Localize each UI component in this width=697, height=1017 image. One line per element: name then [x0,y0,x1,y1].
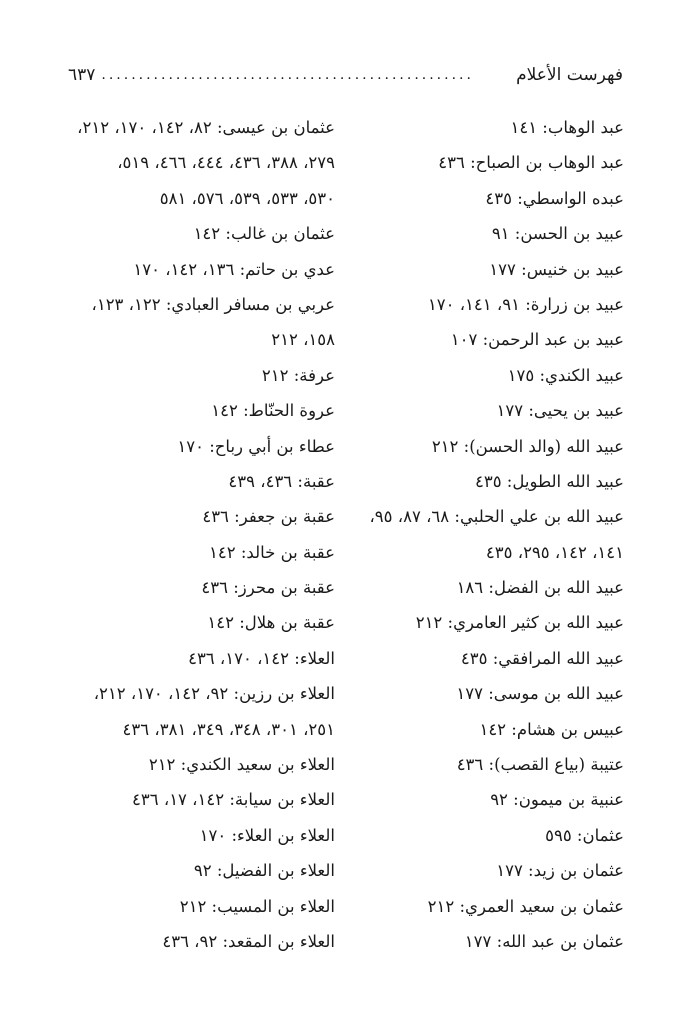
index-entry: عبيد الله الطويل: ٤٣٥ [474,471,624,491]
index-entry: عبد الوهاب بن الصباح: ٤٣٦ [438,153,624,173]
index-entry: العلاء: ١٤٢، ١٧٠، ٤٣٦ [188,648,335,668]
index-entry: ٢٧٩، ٣٨٨، ٤٣٦، ٤٤٤، ٤٦٦، ٥١٩، [117,153,335,173]
index-entry: العلاء بن الفضيل: ٩٢ [193,861,335,881]
index-entry: ١٤١، ١٤٢، ٢٩٥، ٤٣٥ [485,542,624,562]
header-leader-dots: .................................................. [101,67,474,83]
index-entry: عبيد بن يحيى: ١٧٧ [496,401,624,421]
index-entry: عبيد بن خنيس: ١٧٧ [489,259,624,279]
index-entry: عثمان بن زيد: ١٧٧ [496,861,624,881]
index-entry: عقبة بن محرز: ٤٣٦ [201,578,335,598]
index-entry: ٥٣٠، ٥٣٣، ٥٣٩، ٥٧٦، ٥٨١ [159,188,335,208]
index-entry: عبيد الكندي: ١٧٥ [507,365,624,385]
index-entry: عثمان بن غالب: ١٤٢ [193,224,335,244]
index-entry: ١٥٨، ٢١٢ [271,330,335,350]
index-entry: عبيد الله المرافقي: ٤٣٥ [460,648,624,668]
index-entry: العلاء بن سيابة: ١٤٢، ١٧، ٤٣٦ [132,790,335,810]
index-entry: عبيد الله بن علي الحلبي: ٦٨، ٨٧، ٩٥، [369,507,624,527]
index-entry: عبيد بن زرارة: ٩١، ١٤١، ١٧٠ [427,294,624,314]
index-column-left [55,110,335,959]
header-title: فهرست الأعلام [516,65,623,85]
index-entry: عقبة: ٤٣٦، ٤٣٩ [228,471,335,491]
index-entry: العلاء بن رزين: ٩٢، ١٤٢، ١٧٠، ٢١٢، [93,684,335,704]
index-entry: عثمان بن عبد الله: ١٧٧ [464,931,624,951]
index-entry: عقبة بن خالد: ١٤٢ [209,542,335,562]
index-entry: عثمان: ٥٩٥ [545,825,624,845]
index-entry: ٢٥١، ٣٠١، ٣٤٨، ٣٤٩، ٣٨١، ٤٣٦ [122,719,335,739]
index-entry: عنبية بن ميمون: ٩٢ [490,790,624,810]
index-entry: عربي بن مسافر العبادي: ١٢٢، ١٢٣، [91,294,335,314]
index-entry: عرفة: ٢١٢ [261,365,335,385]
index-entry: العلاء بن المقعد: ٩٢، ٤٣٦ [162,931,335,951]
index-entry: عقبة بن هلال: ١٤٢ [207,613,335,633]
running-header [68,60,623,90]
index-entry: عبيد الله بن الفضل: ١٨٦ [456,578,624,598]
index-entry: عقبة بن جعفر: ٤٣٦ [202,507,335,527]
index-entry: العلاء بن العلاء: ١٧٠ [199,825,335,845]
index-entry: عدي بن حاتم: ١٣٦، ١٤٢، ١٧٠ [133,259,335,279]
index-entry: عتيبة (بياع القصب): ٤٣٦ [456,755,624,775]
index-entry: عبد الوهاب: ١٤١ [510,118,624,137]
index-entry: عبيد الله (والد الحسن): ٢١٢ [431,436,624,456]
index-entry: عثمان بن سعيد العمري: ٢١٢ [427,896,624,916]
index-entry: عطاء بن أبي رباح: ١٧٠ [177,436,335,456]
index-entry: عبيس بن هشام: ١٤٢ [479,719,624,739]
index-entry: عبيد الله بن كثير العامري: ٢١٢ [415,613,624,633]
index-entry: عبده الواسطي: ٤٣٥ [485,188,624,208]
index-entry: عبيد بن عبد الرحمن: ١٠٧ [450,330,624,350]
index-entry: عثمان بن عيسى: ٨٢، ١٤٢، ١٧٠، ٢١٢، [77,118,335,137]
index-entry: عبيد بن الحسن: ٩١ [491,224,624,244]
index-entry: عبيد الله بن موسى: ١٧٧ [456,684,624,704]
index-entry: العلاء بن سعيد الكندي: ٢١٢ [148,755,335,775]
index-column-right [334,110,624,959]
index-entry: عروة الحنّاط: ١٤٢ [211,401,335,421]
index-entry: العلاء بن المسيب: ٢١٢ [179,896,335,916]
page-number: ٦٣٧ [68,65,96,85]
